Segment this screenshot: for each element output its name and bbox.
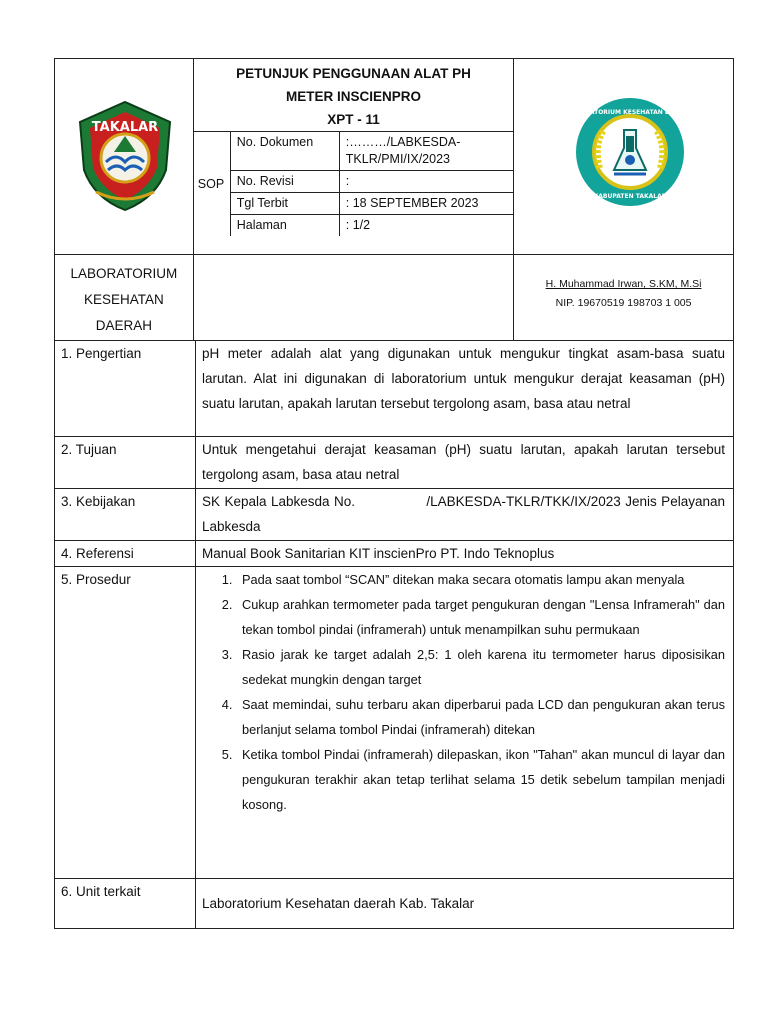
sop-label: SOP [194,132,231,237]
meta-label: Tgl Terbit [230,193,339,215]
takalar-emblem-icon [76,100,174,212]
blank-cell [193,255,513,341]
meta-value: :………/LABKESDA- TKLR/PMI/IX/2023 [339,132,513,171]
meta-table [194,131,513,236]
meta-value: : 1/2 [339,215,513,237]
organization-name: LABORATORIUM KESEHATAN DAERAH [55,255,194,341]
section-label: 1. Pengertian [55,341,196,437]
procedure-list [202,567,725,817]
meta-label: No. Dokumen [230,132,339,171]
meta-value: : [339,171,513,193]
procedure-cell [196,567,734,879]
title-cell [193,59,513,255]
emblem-bottom-text: KABUPATEN TAKALAR [593,193,667,200]
procedure-step: 3. Rasio jarak ke target adalah 2,5: 1 oleh karena itu termometer harus diposisikan sedekat mungkin dengan target [236,642,725,692]
meta-label: Halaman [230,215,339,237]
signer-name: H. Muhammad Irwan, S.KM, M.Si [545,278,702,290]
table-row [55,541,734,567]
sop-body-table [54,340,734,929]
table-row [55,489,734,541]
labkesda-emblem-icon [567,96,693,208]
emblem-top-text: LABORATORIUM KESEHATAN DAERAH [567,109,693,116]
section-label: 4. Referensi [55,541,196,567]
document-title: PETUNJUK PENGGUNAAN ALAT PH METER INSCIENPRO XPT - 11 [236,66,471,127]
section-label: 6. Unit terkait [55,879,196,929]
emblem-text: TAKALAR [91,120,159,135]
section-label: 5. Prosedur [55,567,196,879]
procedure-step: 4. Saat memindai, suhu terbaru akan diperbarui pada LCD dan pengukuran akan terus berlanjut selama tombol Pindai (inframerah) ditekan [236,692,725,742]
meta-label: No. Revisi [230,171,339,193]
meta-value: : 18 SEPTEMBER 2023 [339,193,513,215]
procedure-step: 1. Pada saat tombol “SCAN” ditekan maka secara otomatis lampu akan menyala [236,567,725,592]
section-label: 2. Tujuan [55,437,196,489]
section-text: Laboratorium Kesehatan daerah Kab. Takalar [196,879,734,929]
section-label: 3. Kebijakan [55,489,196,541]
signature-block [514,255,734,341]
section-text: Manual Book Sanitarian KIT inscienPro PT. Indo Teknoplus [196,541,734,567]
signer-nip: NIP. 19670519 198703 1 005 [555,297,692,309]
section-text: Untuk mengetahui derajat keasaman (pH) suatu larutan, apakah larutan tersebut tergolong asam, basa atau netral [196,437,734,489]
procedure-step: 5. Ketika tombol Pindai (inframerah) dilepaskan, ikon "Tahan" akan muncul di layar dan pengukuran terakhir akan tetap terlihat selama 15 detik sebelum tampilan menjadi kosong. [236,742,725,817]
procedure-step: 2. Cukup arahkan termometer pada target pengukuran dengan "Lensa Inframerah" dan tekan tombol pindai (inframerah) untuk menampilkan suhu permukaan [236,592,725,642]
table-row [55,437,734,489]
table-row [55,567,734,879]
table-row [55,341,734,437]
section-text: pH meter adalah alat yang digunakan untuk mengukur tingkat asam-basa suatu larutan. Alat ini digunakan di laboratorium untuk mengukur derajat keasaman (pH) suatu larutan, apakah larutan tersebut tergolong asam, basa atau netral [196,341,734,437]
section-text: SK Kepala Labkesda No. /LABKESDA-TKLR/TKK/IX/2023 Jenis Pelayanan Labkesda [196,489,734,541]
table-row [55,879,734,929]
